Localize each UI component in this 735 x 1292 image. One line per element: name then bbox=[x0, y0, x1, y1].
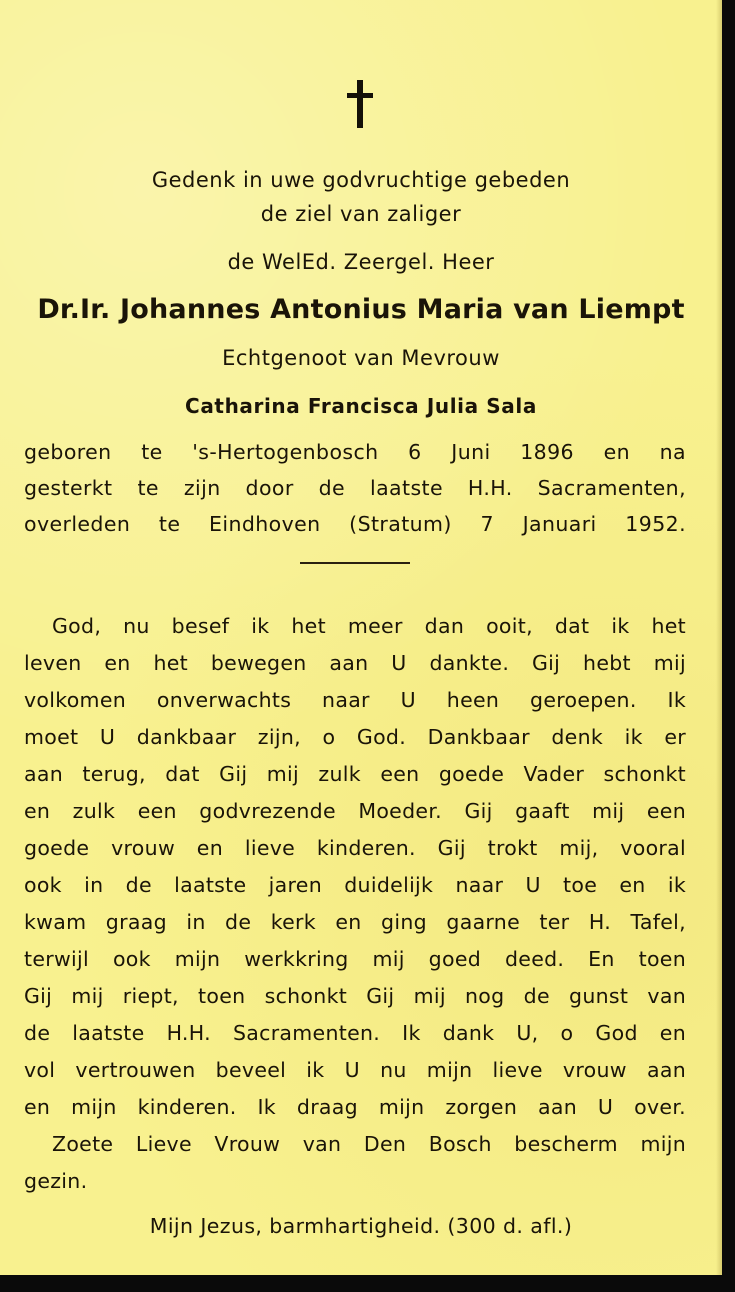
prayer-line: ook in de laatste jaren duidelijk naar U toe en ik bbox=[24, 873, 686, 897]
prayer-line: gezin. bbox=[24, 1169, 88, 1193]
deceased-name: Dr.Ir. Johannes Antonius Maria van Liempt bbox=[37, 294, 685, 325]
spouse-label: Echtgenoot van Mevrouw bbox=[222, 346, 500, 370]
prayer-line: God, nu besef ik het meer dan ooit, dat ik het bbox=[52, 614, 686, 638]
prayer-line: vol vertrouwen beveel ik U nu mijn lieve vrouw aan bbox=[24, 1058, 686, 1082]
bio-line: geboren te 's-Hertogenbosch 6 Juni 1896 en na bbox=[24, 440, 686, 464]
prayer-line: terwijl ook mijn werkkring mij goed deed. En toen bbox=[24, 947, 686, 971]
prayer-line: volkomen onverwachts naar U heen geroepen. Ik bbox=[24, 688, 686, 712]
divider bbox=[300, 562, 410, 564]
prayer-line: Gij mij riept, toen schonkt Gij mij nog de gunst van bbox=[24, 984, 686, 1008]
indulgence-prayer: Mijn Jezus, barmhartigheid. (300 d. afl.) bbox=[149, 1214, 573, 1238]
prayer-line: kwam graag in de kerk en ging gaarne ter H. Tafel, bbox=[24, 910, 686, 934]
prayer-line: Zoete Lieve Vrouw van Den Bosch bescherm mijn bbox=[52, 1132, 686, 1156]
prayer-line: leven en het bewegen aan U dankte. Gij hebt mij bbox=[24, 651, 686, 675]
prayer-line: aan terug, dat Gij mij zulk een goede Vader schonkt bbox=[24, 762, 686, 786]
prayer-line: goede vrouw en lieve kinderen. Gij trokt mij, vooral bbox=[24, 836, 686, 860]
card-edge bbox=[716, 0, 722, 1275]
cross-icon bbox=[343, 80, 379, 128]
spouse-name: Catharina Francisca Julia Sala bbox=[185, 394, 537, 418]
bio-line: gesterkt te zijn door de laatste H.H. Sacramenten, bbox=[24, 476, 686, 500]
header-line-1: Gedenk in uwe godvruchtige gebeden bbox=[151, 168, 571, 192]
header-line-2: de ziel van zaliger bbox=[260, 202, 462, 226]
prayer-line: en mijn kinderen. Ik draag mijn zorgen aan U over. bbox=[24, 1095, 686, 1119]
prayer-line: de laatste H.H. Sacramenten. Ik dank U, o God en bbox=[24, 1021, 686, 1045]
prayer-line: en zulk een godvrezende Moeder. Gij gaaft mij een bbox=[24, 799, 686, 823]
header-line-3: de WelEd. Zeergel. Heer bbox=[227, 250, 495, 274]
prayer-line: moet U dankbaar zijn, o God. Dankbaar denk ik er bbox=[24, 725, 686, 749]
bio-line: overleden te Eindhoven (Stratum) 7 Januari 1952. bbox=[24, 512, 686, 536]
